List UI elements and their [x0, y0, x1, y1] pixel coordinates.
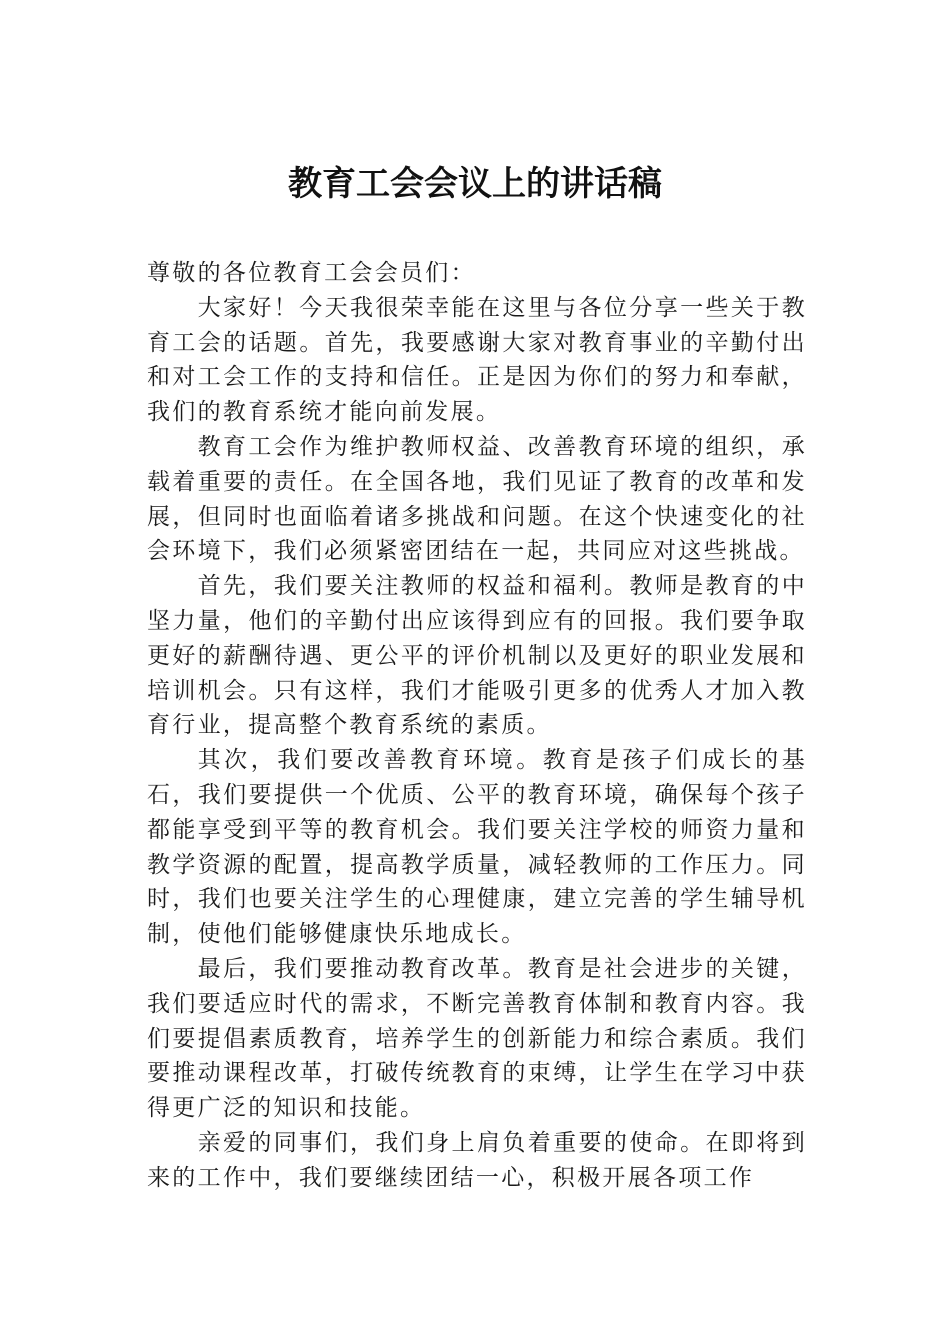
paragraph-union-role: 教育工会作为维护教师权益、改善教育环境的组织，承载着重要的责任。在全国各地，我们见证了教育的改革和发展，但同时也面临着诸多挑战和问题。在这个快速变化的社会环境下，我们必须紧密团结在一起，共同应对这些挑战。	[147, 433, 807, 565]
paragraph-education-reform: 最后，我们要推动教育改革。教育是社会进步的关键，我们要适应时代的需求，不断完善教育体制和教育内容。我们要提倡素质教育，培养学生的创新能力和综合素质。我们要推动课程改革，打破传统教育的束缚，让学生在学习中获得更广泛的知识和技能。	[147, 955, 807, 1122]
salutation: 尊敬的各位教育工会会员们：	[147, 260, 476, 286]
paragraph-teacher-rights: 首先，我们要关注教师的权益和福利。教师是教育的中坚力量，他们的辛勤付出应该得到应有的回报。我们要争取更好的薪酬待遇、更公平的评价机制以及更好的职业发展和培训机会。只有这样，我们才能吸引更多的优秀人才加入教育行业，提高整个教育系统的素质。	[147, 573, 807, 739]
document-body	[147, 256, 807, 1196]
paragraph-education-environment: 其次，我们要改善教育环境。教育是孩子们成长的基石，我们要提供一个优质、公平的教育环境，确保每个孩子都能享受到平等的教育机会。我们要关注学校的师资力量和教学资源的配置，提高教学质量，减轻教师的工作压力。同时，我们也要关注学生的心理健康，建立完善的学生辅导机制，使他们能够健康快乐地成长。	[147, 747, 807, 948]
paragraph-greeting: 大家好！今天我很荣幸能在这里与各位分享一些关于教育工会的话题。首先，我要感谢大家对教育事业的辛勤付出和对工会工作的支持和信任。正是因为你们的努力和奉献，我们的教育系统才能向前发展。	[147, 294, 807, 426]
document-title: 教育工会会议上的讲话稿	[288, 164, 662, 204]
paragraph-closing: 亲爱的同事们，我们身上肩负着重要的使命。在即将到来的工作中，我们要继续团结一心，积极开展各项工作	[147, 1129, 807, 1191]
